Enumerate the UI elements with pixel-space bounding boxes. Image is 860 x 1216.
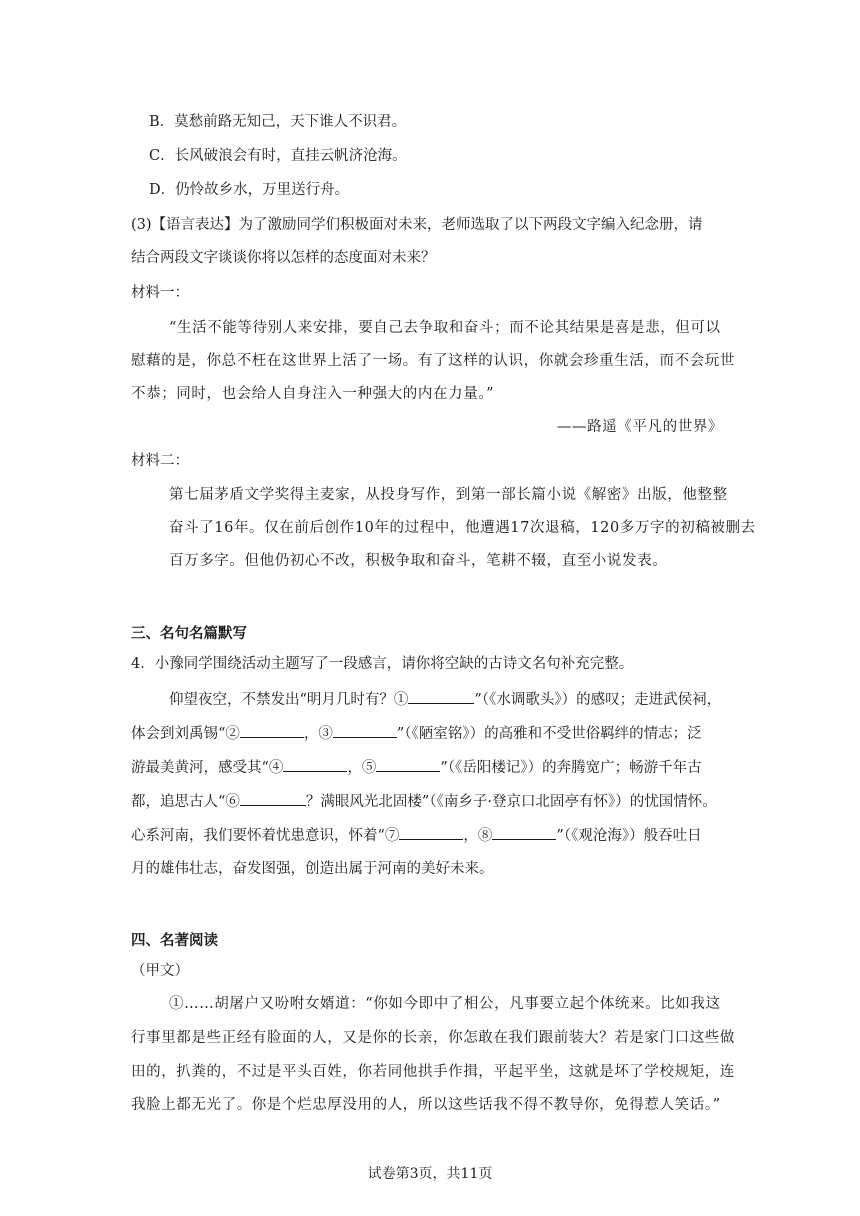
fill-text: 体会到刘禹锡“②: [131, 726, 240, 742]
section3-heading: 三、名句名篇默写: [131, 626, 247, 642]
fill-line-3: [131, 757, 702, 778]
fill-text: ，⑧: [463, 828, 493, 844]
fill-text: 都，追思古人“⑥: [131, 794, 240, 810]
passage-a-line1: ①……胡屠户又吩咐女婿道：“你如今即中了相公，凡事要立起个体统来。比如我这: [169, 996, 721, 1012]
fill-text: ”（《岳阳楼记》）的奔腾宽广；畅游千年古: [440, 760, 702, 776]
q3-sub3-line2: 结合两段文字谈谈你将以怎样的态度面对未来？: [131, 250, 436, 266]
q3-sub3-line1: (3)【语言表达】为了激励同学们积极面对未来，老师选取了以下两段文字编入纪念册，请: [131, 217, 703, 233]
answer-blank-2[interactable]: [240, 723, 304, 738]
passage-a-line3: 田的，扒粪的，不过是平头百姓，你若同他拱手作揖，平起平坐，这就是坏了学校规矩，连: [131, 1064, 735, 1080]
material1-source: ——路遥《平凡的世界》: [556, 419, 723, 435]
fill-line-1: [169, 689, 721, 710]
fill-line-5: [131, 825, 702, 846]
passage-a-label: （甲文）: [131, 963, 189, 979]
page-footer: 试卷第3页，共11页: [367, 1166, 493, 1182]
fill-text: ？满眼风光北固楼”（《南乡子·登京口北固亭有怀》）的忧国情怀。: [305, 794, 717, 810]
answer-blank-4[interactable]: [283, 757, 347, 772]
question-4: 4．小豫同学围绕活动主题写了一段感言，请你将空缺的古诗文名句补充完整。: [131, 656, 634, 672]
answer-blank-8[interactable]: [492, 825, 556, 840]
fill-text: ”（《水调歌头》）的感叹；走进武侯祠，: [474, 692, 722, 708]
fill-text: 心系河南，我们要怀着忧患意识，怀着“⑦: [131, 828, 400, 844]
passage-a-line4: 我脸上都无光了。你是个烂忠厚没用的人，所以这些话我不得不教导你，免得惹人笑话。”: [131, 1097, 721, 1113]
material2-label: 材料二：: [131, 453, 189, 469]
section4-heading: 四、名著阅读: [131, 933, 218, 949]
answer-blank-6[interactable]: [240, 791, 306, 806]
fill-text: ，⑤: [347, 760, 377, 776]
answer-blank-5[interactable]: [376, 757, 440, 772]
material1-line1: “生活不能等待别人来安排，要自己去争取和奋斗；而不论其结果是喜是悲，但可以: [169, 320, 721, 336]
fill-text: ”（《观沧海》）般吞吐日: [556, 828, 702, 844]
fill-line-6: 月的雄伟壮志，奋发图强，创造出属于河南的美好未来。: [131, 861, 494, 877]
option-d: D．仍怜故乡水，万里送行舟。: [149, 182, 350, 198]
material2-line1: 第七届茅盾文学奖得主麦家，从投身写作，到第一部长篇小说《解密》出版，他整整: [169, 487, 728, 503]
material1-line2: 慰藉的是，你总不枉在这世界上活了一场。有了这样的认识，你就会珍重生活，而不会玩世: [131, 353, 735, 369]
material1-line3: 不恭；同时，也会给人自身注入一种强大的内在力量。”: [131, 386, 495, 402]
fill-line-4: [131, 791, 717, 812]
answer-blank-1[interactable]: [408, 689, 474, 704]
option-b: B．莫愁前路无知己，天下谁人不识君。: [149, 114, 407, 130]
material1-label: 材料一：: [131, 285, 189, 301]
fill-text: ”（《陋室铭》）的高雅和不受世俗羁绊的情志；泛: [396, 726, 702, 742]
material2-line2: 奋斗了16年。仅在前后创作10年的过程中，他遭遇17次退稿，120多万字的初稿被删去: [169, 520, 756, 536]
passage-a-line2: 行事里都是些正经有脸面的人，又是你的长亲，你怎敢在我们跟前装大？若是家门口这些做: [131, 1030, 735, 1046]
material2-line3: 百万多字。但他仍初心不改，积极争取和奋斗，笔耕不辍，直至小说发表。: [169, 553, 668, 569]
fill-text: 仰望夜空，不禁发出“明月几时有？①: [169, 692, 409, 708]
answer-blank-3[interactable]: [333, 723, 397, 738]
fill-text: ，③: [303, 726, 333, 742]
fill-text: 游最美黄河，感受其“④: [131, 760, 284, 776]
fill-line-2: [131, 723, 702, 744]
option-c: C．长风破浪会有时，直挂云帆济沧海。: [149, 148, 407, 164]
answer-blank-7[interactable]: [399, 825, 463, 840]
